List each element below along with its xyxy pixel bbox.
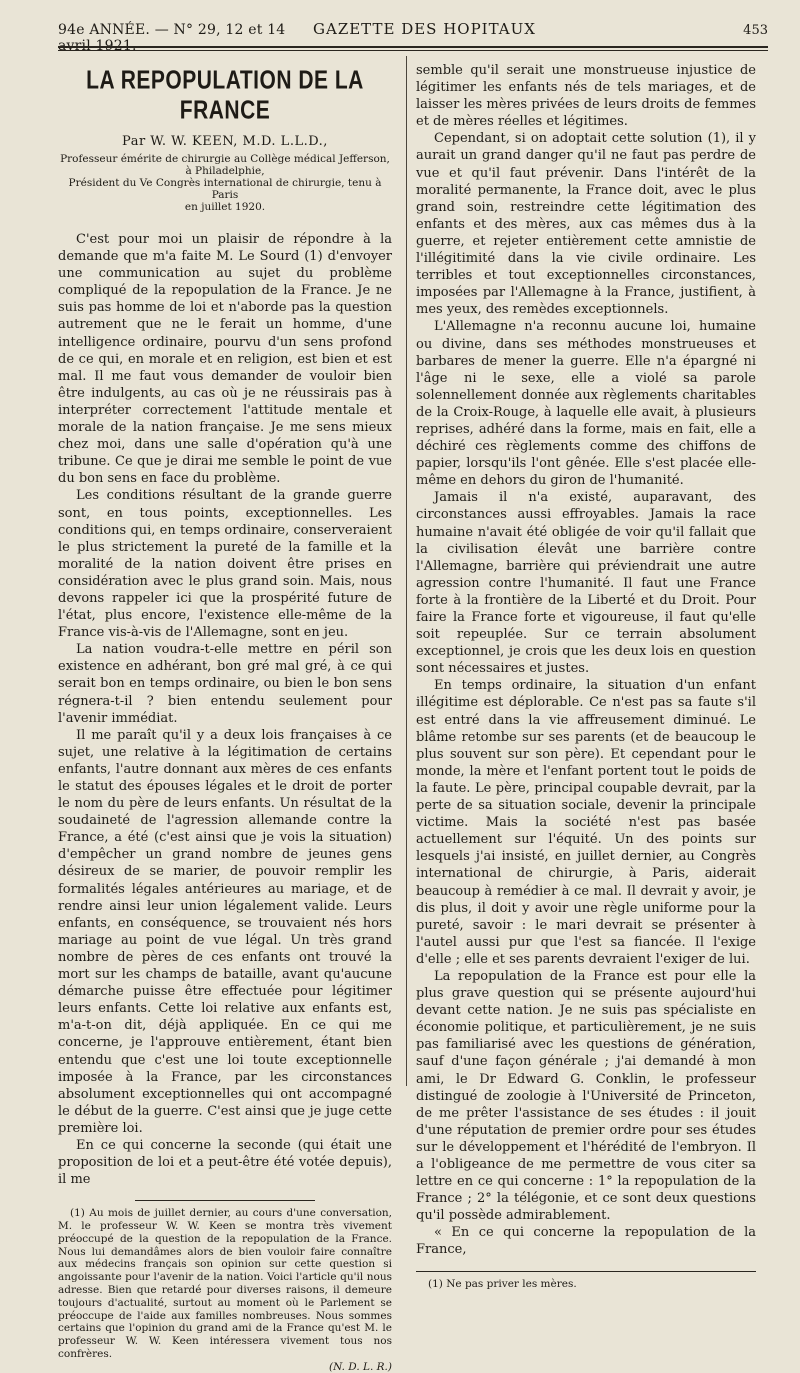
- left-body: [58, 231, 392, 1188]
- paragraph: La nation voudra-t-elle mettre en péril son existence en adhérant, bon gré mal gré, à ce qui serait bon en temps ordinaire, ou bien le bon sens régnera-t-il ? bien entendu seulement pour l'avenir immédiat.: [58, 642, 392, 726]
- article-author: Par W. W. KEEN, M.D. L.L.D.,: [122, 134, 328, 149]
- paragraph: « En ce qui concerne la repopulation de la France,: [416, 1225, 756, 1258]
- footnote-rule: [416, 1271, 756, 1272]
- header-rule: [58, 46, 768, 48]
- paragraph: En ce qui concerne la seconde (qui était une proposition de loi et a peut-être été votée depuis), il me: [58, 1137, 392, 1188]
- page-number: 453: [743, 23, 768, 38]
- paragraph: Cependant, si on adoptait cette solution (1), il y aurait un grand danger qu'il ne faut pas perdre de vue et qu'il faut prévenir. Dans l'intérêt de la moralité permanente, la France doit, avec le plus grand soin, restreindre cette légitimation des enfants et des mères, aux cas mêmes dus à la guerre, et rejeter entièrement cette amnistie de l'illégitimité dans la vie civile ordinaire. Les terribles et tout exceptionnelles circonstances, imposées par l'Allemagne à la France, justifient, à mes yeux, des remèdes exceptionnels.: [416, 131, 756, 318]
- header-rule-thin: [58, 50, 768, 51]
- paragraph: semble qu'il serait une monstrueuse injustice de légitimer les enfants nés de tels mariages, et de laisser les mères privées de leurs droits de femmes et de mères réelles et légitimes.: [416, 63, 756, 130]
- author-credential: Président du Ve Congrès international de chirurgie, tenu à Paris: [68, 177, 382, 201]
- author-credential: à Philadelphie,: [185, 165, 265, 177]
- left-column: [58, 62, 392, 1373]
- column-divider: [406, 56, 407, 1086]
- author-credential: en juillet 1920.: [184, 201, 266, 213]
- paragraph: Il me paraît qu'il y a deux lois françaises à ce sujet, une relative à la légitimation de certains enfants, l'autre donnant aux mères de ces enfants le statut des épouses légales et le droit de porter le nom du père de leurs enfants. Un résultat de la soudaineté de l'agression allemande contre la France, a été (c'est ainsi que je vois la situation) d'empêcher un grand nombre de jeunes gens désireux de se marier, de pouvoir remplir les formalités légales antérieures au mariage, et de rendre ainsi leur union légalement valide. Leurs enfants, en conséquence, se trouvaient nés hors mariage au point de vue légal. Un très grand nombre de pères de ces enfants ont trouvé la mort sur les champs de bataille, avant qu'aucune démarche puisse être effectuée pour légitimer leurs enfants. Cette loi relative aux enfants est, m'a-t-on dit, déjà appliquée. En ce qui me concerne, je l'approuve entièrement, étant bien entendu que c'est une loi toute exceptionnelle imposée à la France, par les circonstances absolument exceptionnelles qui ont accompagné le début de la guerre. C'est ainsi que je juge cette première loi.: [58, 727, 392, 1136]
- article-title: LA REPOPULATION DE LA FRANCE: [86, 66, 364, 125]
- right-column: [416, 62, 756, 1290]
- author-credential: Professeur émérite de chirurgie au Collège médical Jefferson,: [60, 153, 390, 165]
- paragraph: L'Allemagne n'a reconnu aucune loi, humaine ou divine, dans ses méthodes monstrueuses et barbares de mener la guerre. Elle n'a épargné ni l'âge ni le sexe, elle a violé sa parole solennellement donnée aux règlements charitables de la Croix-Rouge, à laquelle elle avait, à plusieurs reprises, adhéré dans la forme, mais en fait, elle a déchiré ces règlements comme des chiffons de papier, lorsqu'ils l'ont gênée. Elle s'est placée elle-même en dehors du giron de l'humanité.: [416, 319, 756, 489]
- right-body: [416, 62, 756, 1259]
- paragraph: En temps ordinaire, la situation d'un enfant illégitime est déplorable. Ce n'est pas sa faute s'il est entré dans la vie affreusement diminué. Le blâme retombe sur ses parents (et de beaucoup le plus souvent sur son père). Et cependant pour le monde, la mère et l'enfant portent tout le poids de la faute. Le père, principal coupable devrait, par la perte de sa situation sociale, devenir la principale victime. Mais la société n'est pas basée actuellement sur l'équité. Un des points sur lesquels j'ai insisté, en juillet dernier, au Congrès international de chirurgie, à Paris, aiderait beaucoup à remédier à ce mal. Il devrait y avoir, je dis plus, il doit y avoir une règle uniforme pour la pureté, savoir : le mari devrait se présenter à l'autel aussi pur que l'est sa fiancée. Il l'exige d'elle ; elle et ses parents devraient l'exiger de lui.: [416, 678, 756, 967]
- issue-line: 94e ANNÉE. — N° 29, 12 et 14 avril 1921.: [58, 22, 286, 54]
- paragraph: Jamais il n'a existé, auparavant, des circonstances aussi effroyables. Jamais la race humaine n'avait été obligée de voir qu'il fallait que la civilisation élevât une barrière contre l'Allemagne, barrière qui préviendrait une autre agression contre l'humanité. Il faut une France forte à la frontière de la Liberté et du Droit. Pour faire la France forte et vigoureuse, il faut qu'elle soit repeuplée. Sur ce terrain absolument exceptionnel, je crois que les deux lois en question sont nécessaires et justes.: [416, 490, 756, 677]
- paragraph: C'est pour moi un plaisir de répondre à la demande que m'a faite M. Le Sourd (1) d'envoyer une communication au sujet du problème compliqué de la repopulation de la France. Je ne suis pas homme de loi et n'aborde pas la question autrement que ne le ferait un homme, d'une intelligence ordinaire, pourvu d'un sens profond de ce qui, en morale et en religion, est bien et est mal. Il me faut vous demander de vouloir bien être indulgents, au cas où je ne réussirais pas à interpréter correctement l'attitude mentale et morale de la nation française. Je me sens mieux chez moi, dans une salle d'opération qu'à une tribune. Ce que je dirai me semble le point de vue du bon sens en face du problème.: [58, 232, 392, 487]
- editor-signature: (N. D. L. R.): [329, 1360, 392, 1373]
- paragraph: La repopulation de la France est pour elle la plus grave question qui se présente aujourd'hui devant cette nation. Je ne suis pas spécialiste en économie politique, et particulièrement, je ne suis pas familiarisé avec les questions de génération, sauf d'une façon générale ; j'ai demandé à mon ami, le Dr Edward G. Conklin, le professeur distingué de zoologie à l'Université de Princeton, de me prêter l'assistance de ses études : il jouit d'une réputation de premier ordre pour ses études sur le développement et l'hérédité de l'embryon. Il a l'obligeance de me permettre de vous citer sa lettre en ce qui concerne : 1° la repopulation de la France ; 2° la télégonie, et ce sont deux questions qu'il possède admirablement.: [416, 968, 756, 1224]
- journal-title: GAZETTE DES HOPITAUX: [313, 20, 536, 38]
- page-header: [58, 20, 768, 54]
- editor-footnote: (1) Au mois de juillet dernier, au cours d'une conversation, M. le professeur W. W. Keen se montra très vivement préoccupé de la question de la repopulation de la France. Nous lui demandâmes alors de bien vouloir faire connaître aux médecins français son opinion sur cette question si angoissante pour l'avenir de la nation. Voici l'article qu'il nous adresse. Bien que retardé pour diverses raisons, il demeure toujours d'actualité, surtout au moment où le Parlement se préoccupe de l'aide aux familles nombreuses. Nous sommes certains que l'opinion du grand ami de la France qu'est M. le professeur W. W. Keen intéressera vivement tous nos confrères.: [58, 1207, 392, 1361]
- paragraph: Les conditions résultant de la grande guerre sont, en tous points, exceptionnelles. Les conditions qui, en temps ordinaire, conserveraient le plus strictement la pureté de la famille et la moralité de la nation doivent être prises en considération avec le plus grand soin. Mais, nous devons rappeler ici que la prospérité future de l'état, plus encore, l'existence elle-même de la France vis-à-vis de l'Allemagne, sont en jeu.: [58, 488, 392, 641]
- author-footnote: (1) Ne pas priver les mères.: [428, 1277, 577, 1290]
- footnote-rule: [135, 1200, 315, 1201]
